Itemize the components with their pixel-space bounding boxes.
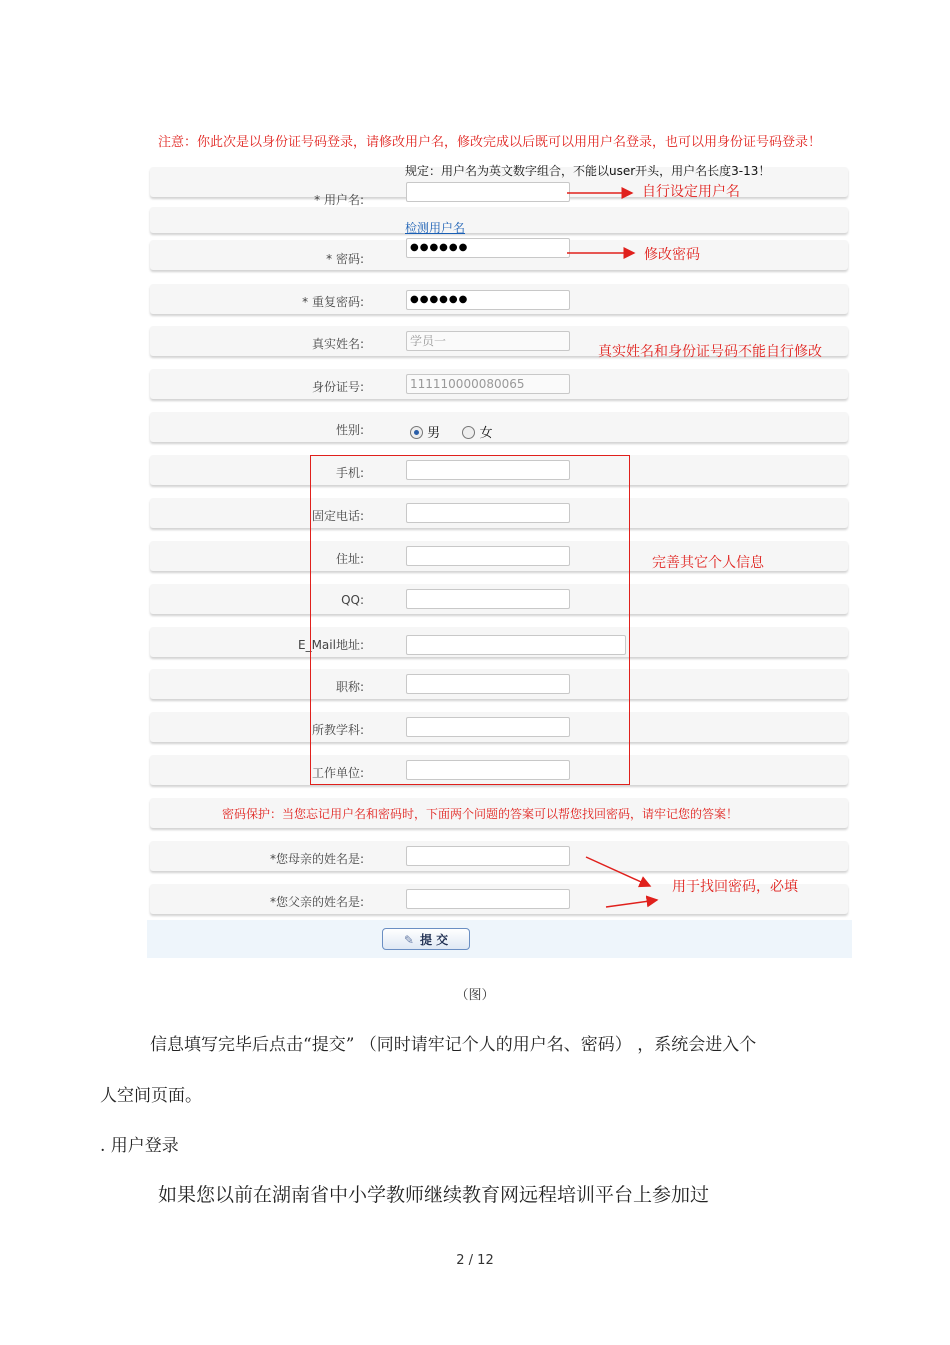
- annotation-realname: 真实姓名和身份证号码不能自行修改: [598, 344, 822, 360]
- section-heading: . 用户登录: [100, 1136, 179, 1156]
- label-mobile: 手机:: [335, 466, 364, 480]
- label-realname: 真实姓名:: [311, 337, 364, 351]
- annotation-recover: 用于找回密码，必填: [672, 879, 798, 895]
- gender-female-label: 女: [479, 426, 493, 441]
- arrow-mother: [586, 857, 650, 886]
- paragraph-2: 人空间页面。: [100, 1086, 202, 1106]
- paragraph-3: 如果您以前在湖南省中小学教师继续教育网远程培训平台上参加过: [158, 1184, 710, 1206]
- paragraph-1: 信息填写完毕后点击“提交” （同时请牢记个人的用户名、密码） ，系统会进入个: [150, 1035, 757, 1055]
- label-title: 职称:: [335, 680, 364, 694]
- annotation-password: 修改密码: [644, 247, 700, 263]
- password-input[interactable]: ●●●●●●: [406, 238, 570, 258]
- label-idnumber: 身份证号:: [311, 380, 364, 394]
- security-notice: 密码保护：当您忘记用户名和密码时，下面两个问题的答案可以帮您找回密码，请牢记您的答案！: [222, 807, 739, 821]
- label-username: * 用户名:: [314, 193, 364, 207]
- label-gender: 性别:: [335, 423, 364, 437]
- username-rule: 规定：用户名为英文数字组合，不能以user开头，用户名长度3-13！: [405, 164, 771, 178]
- submit-button-label: 提 交: [419, 933, 449, 947]
- label-repeat-password: * 重复密码:: [302, 295, 364, 309]
- label-email: E_Mail地址:: [297, 638, 364, 652]
- label-father-question: *您父亲的姓名是:: [269, 895, 364, 909]
- label-mother-question: *您母亲的姓名是:: [269, 852, 364, 866]
- label-password: * 密码:: [326, 252, 364, 266]
- repeat-password-input[interactable]: ●●●●●●: [406, 290, 570, 310]
- label-workplace: 工作单位:: [311, 766, 364, 780]
- check-username-link[interactable]: 检测用户名: [405, 221, 466, 235]
- annotation-username: 自行设定用户名: [642, 184, 740, 200]
- pencil-icon: ✎: [403, 933, 414, 947]
- submit-button[interactable]: [382, 928, 470, 950]
- label-address: 住址:: [335, 552, 364, 566]
- gender-male-label: 男: [427, 426, 441, 441]
- notice-text: 注意：你此次是以身份证号码登录，请修改用户名，修改完成以后既可以用用户名登录，也可以用身份证号码登录！: [158, 135, 822, 150]
- submit-bar: [147, 920, 852, 958]
- page-number: 2 / 12: [456, 1253, 494, 1268]
- idnumber-input: 111110000080065: [406, 374, 570, 394]
- label-subject: 所教学科:: [311, 723, 364, 737]
- label-phone: 固定电话:: [311, 509, 364, 523]
- realname-input: 学员一: [406, 331, 570, 351]
- annotation-personal-info: 完善其它个人信息: [652, 555, 764, 571]
- figure-caption: （图）: [455, 988, 495, 1003]
- arrow-father: [606, 900, 657, 907]
- label-qq: QQ:: [341, 593, 364, 607]
